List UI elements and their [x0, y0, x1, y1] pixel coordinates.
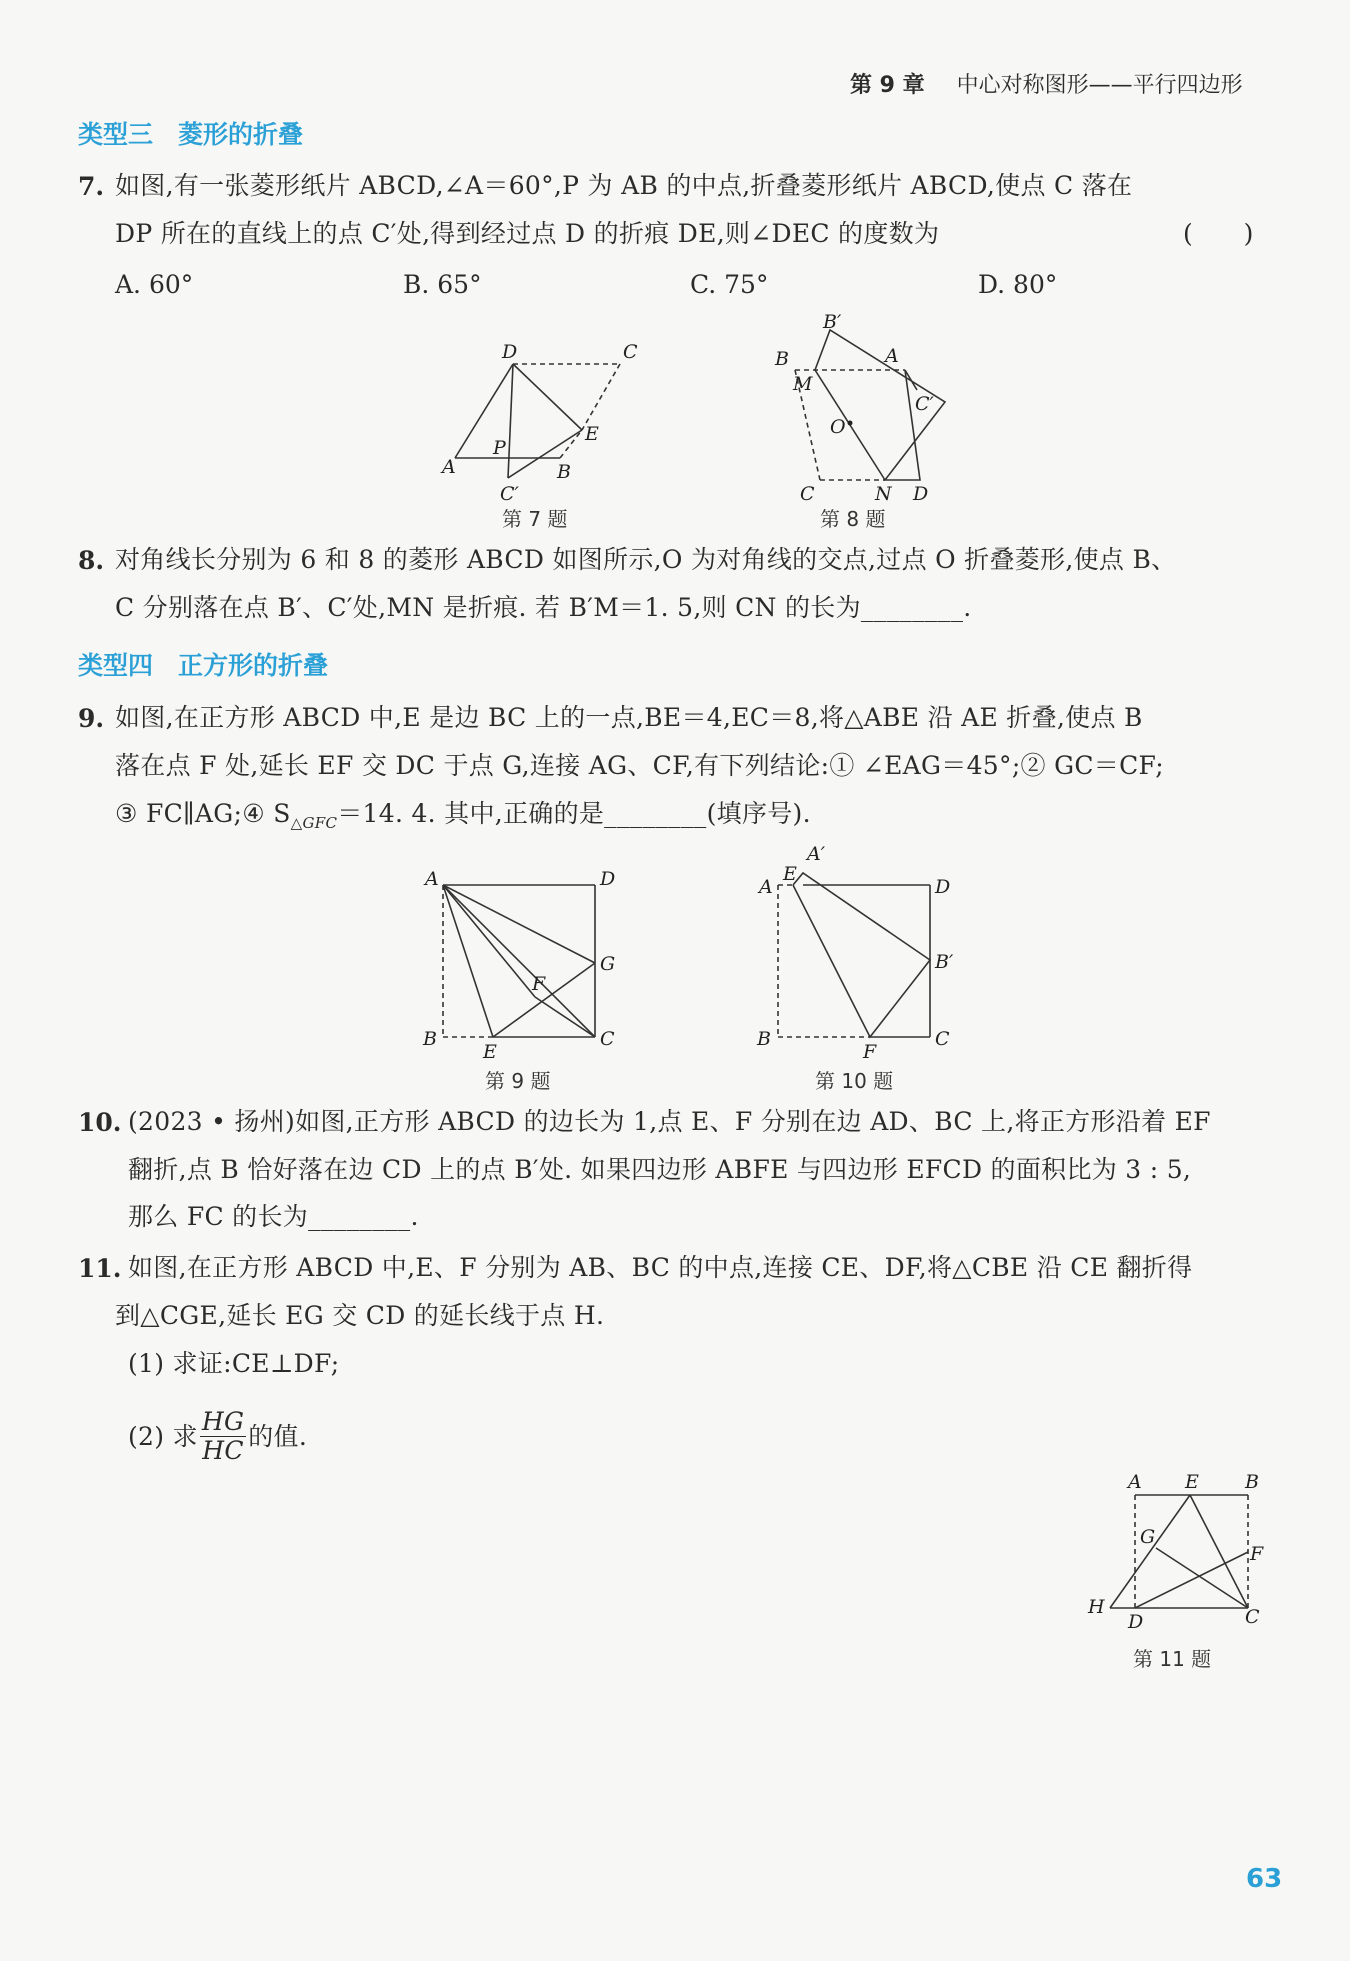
figure-10-square [745, 840, 965, 1060]
fraction-denominator: HC [202, 1436, 244, 1465]
option-a: A. 60° [115, 270, 194, 299]
label-A: A [885, 345, 899, 367]
label-G: G [600, 953, 616, 975]
label-D: D [935, 876, 951, 898]
label-M: M [793, 373, 813, 395]
question-7-line1: 如图,有一张菱形纸片 ABCD,∠A＝60°,P 为 AB 的中点,折叠菱形纸片 ABCD,使点 C 落在 [115, 171, 1133, 200]
label-A: A [759, 876, 773, 898]
fraction-numerator: HG [201, 1407, 245, 1436]
label-C: C [1245, 1606, 1260, 1628]
question-10-number: 10. [78, 1108, 122, 1137]
label-E: E [783, 863, 797, 885]
label-F: F [863, 1041, 877, 1060]
question-8-line1: 对角线长分别为 6 和 8 的菱形 ABCD 如图所示,O 为对角线的交点,过点 O 折叠菱形,使点 B、 [115, 545, 1177, 574]
part2-suffix: 的值. [248, 1421, 308, 1451]
label-O: O [830, 416, 846, 438]
figure-11-caption: 第 11 题 [1133, 1647, 1212, 1671]
question-9-line3 [115, 794, 811, 843]
chapter-number: 第 9 章 [850, 73, 925, 98]
label-B: B [775, 348, 789, 370]
question-7-number: 7. [78, 172, 105, 201]
question-10-line1: (2023 • 扬州)如图,正方形 ABCD 的边长为 1,点 E、F 分别在边 AD、BC 上,将正方形沿着 EF [128, 1107, 1211, 1136]
question-11-line2: 到△CGE,延长 EG 交 CD 的延长线于点 H. [115, 1301, 605, 1330]
section-title-type3: 类型三 菱形的折叠 [78, 120, 304, 149]
question-9-line2: 落在点 F 处,延长 EF 交 DC 于点 G,连接 AG、CF,有下列结论:① ∠EAG＝45°;② GC＝CF; [115, 751, 1164, 780]
label-A: A [425, 868, 439, 890]
label-D: D [1128, 1611, 1144, 1633]
label-B: B [757, 1028, 771, 1050]
label-D: D [502, 341, 518, 363]
question-9-line3-end: ＝14. 4. 其中,正确的是________(填序号). [337, 799, 811, 828]
question-10-line2: 翻折,点 B 恰好落在边 CD 上的点 B′处. 如果四边形 ABFE 与四边形 EFCD 的面积比为 3 : 5, [128, 1155, 1192, 1184]
answer-bracket: ( ) [1183, 219, 1254, 248]
question-9-number: 9. [78, 704, 105, 733]
question-7-line2: DP 所在的直线上的点 C′处,得到经过点 D 的折痕 DE,则∠DEC 的度数为 [115, 219, 940, 248]
question-11-line1: 如图,在正方形 ABCD 中,E、F 分别为 AB、BC 的中点,连接 CE、DF,将△CBE 沿 CE 翻折得 [128, 1253, 1193, 1282]
question-8-line2: C 分别落在点 B′、C′处,MN 是折痕. 若 B′M＝1. 5,则 CN 的长为________. [115, 593, 972, 622]
option-b: B. 65° [403, 270, 482, 299]
page-number: 63 [1246, 1864, 1283, 1894]
question-8-number: 8. [78, 546, 105, 575]
chapter-header [850, 68, 1243, 99]
label-B: B [423, 1028, 437, 1050]
label-A-prime: A′ [807, 843, 826, 865]
label-C-prime: C′ [500, 483, 519, 505]
label-A: A [1128, 1471, 1142, 1493]
label-B: B [557, 461, 571, 483]
question-9-line3-start: ③ FC∥AG;④ S [115, 799, 291, 828]
figure-7-rhombus [430, 330, 650, 510]
label-F: F [532, 973, 546, 995]
label-H: H [1088, 1596, 1105, 1618]
label-A: A [442, 456, 456, 478]
question-11-number: 11. [78, 1254, 122, 1283]
label-P: P [493, 437, 506, 459]
option-d: D. 80° [978, 270, 1058, 299]
chapter-title: 中心对称图形——平行四边形 [956, 73, 1243, 98]
section-title-type4: 类型四 正方形的折叠 [78, 651, 329, 680]
figure-7-caption: 第 7 题 [502, 507, 568, 531]
option-c: C. 75° [690, 270, 769, 299]
question-11-part1: (1) 求证:CE⊥DF; [128, 1349, 340, 1378]
label-B-prime: B′ [935, 951, 954, 973]
label-E: E [483, 1041, 497, 1060]
label-B: B [1245, 1471, 1259, 1493]
label-C: C [623, 341, 638, 363]
label-E: E [1185, 1471, 1199, 1493]
fraction-hg-hc [200, 1408, 246, 1465]
question-10-line3: 那么 FC 的长为________. [128, 1202, 419, 1231]
figure-9-caption: 第 9 题 [485, 1069, 551, 1093]
figure-10-caption: 第 10 题 [815, 1069, 894, 1093]
label-C-prime: C′ [915, 393, 934, 415]
label-C: C [600, 1028, 615, 1050]
figure-11-square [1080, 1468, 1280, 1648]
label-B-prime: B′ [823, 311, 842, 333]
label-N: N [875, 483, 892, 505]
label-E: E [585, 423, 599, 445]
label-F: F [1250, 1543, 1264, 1565]
label-G: G [1140, 1526, 1156, 1548]
question-9-line1: 如图,在正方形 ABCD 中,E 是边 BC 上的一点,BE＝4,EC＝8,将△ABE 沿 AE 折叠,使点 B [115, 703, 1143, 732]
question-11-part2 [128, 1408, 307, 1465]
figure-9-square [415, 860, 635, 1060]
figure-8-caption: 第 8 题 [820, 507, 886, 531]
label-C: C [800, 483, 815, 505]
label-C: C [935, 1028, 950, 1050]
part2-prefix: (2) 求 [128, 1421, 198, 1451]
label-D: D [600, 868, 616, 890]
figure-8-rhombus [765, 310, 965, 510]
area-subscript: △GFC [290, 814, 338, 832]
label-D: D [913, 483, 929, 505]
